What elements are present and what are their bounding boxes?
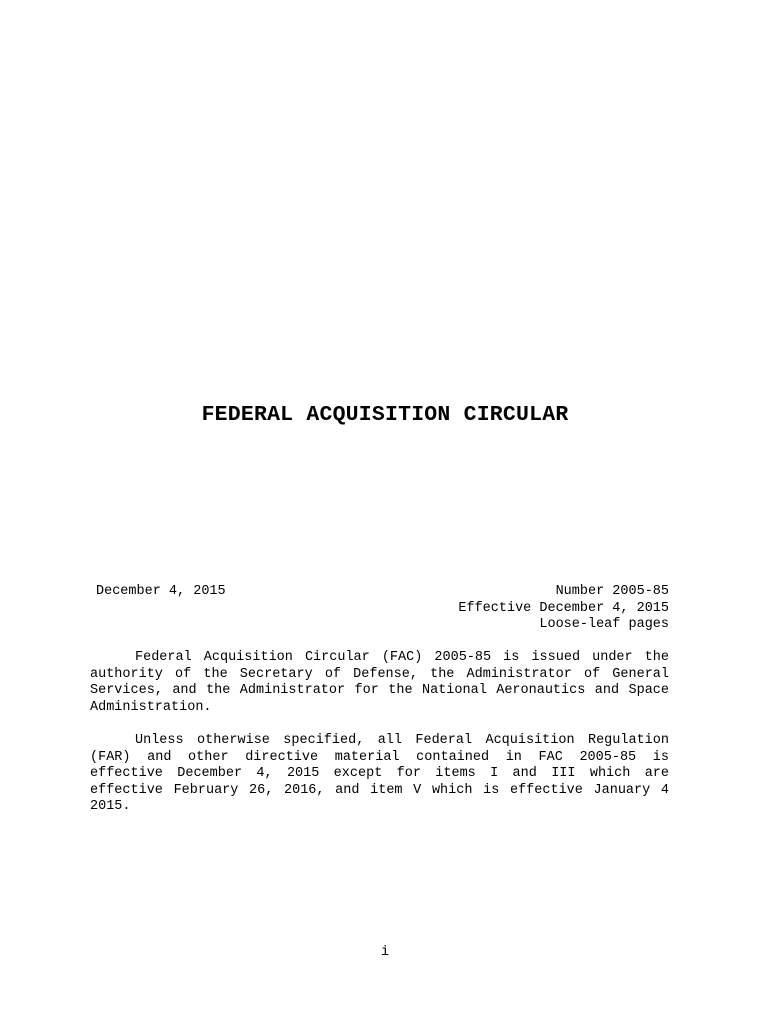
- page-number: i: [380, 945, 390, 960]
- effective-date: Effective December 4, 2015: [458, 600, 669, 616]
- paragraph-authority: Federal Acquisition Circular (FAC) 2005-85 is issued under the authority of the Secretary of Defense, the Administrator of General Services, and the Administrator for the National Aeronautics and Space Administration.: [90, 650, 669, 715]
- paragraph-effectivity: Unless otherwise specified, all Federal Acquisition Regulation (FAR) and other directive material contained in FAC 2005-85 is effective December 4, 2015 except for items I and III which are effective February 26, 2016, and item V which is effective January 4 2015.: [90, 733, 669, 815]
- pages-type: Loose-leaf pages: [539, 617, 669, 632]
- issue-date: December 4, 2015: [96, 584, 226, 599]
- document-title: FEDERAL ACQUISITION CIRCULAR: [201, 403, 569, 427]
- circular-number: Number 2005-85: [555, 584, 669, 599]
- circular-info: [458, 584, 669, 634]
